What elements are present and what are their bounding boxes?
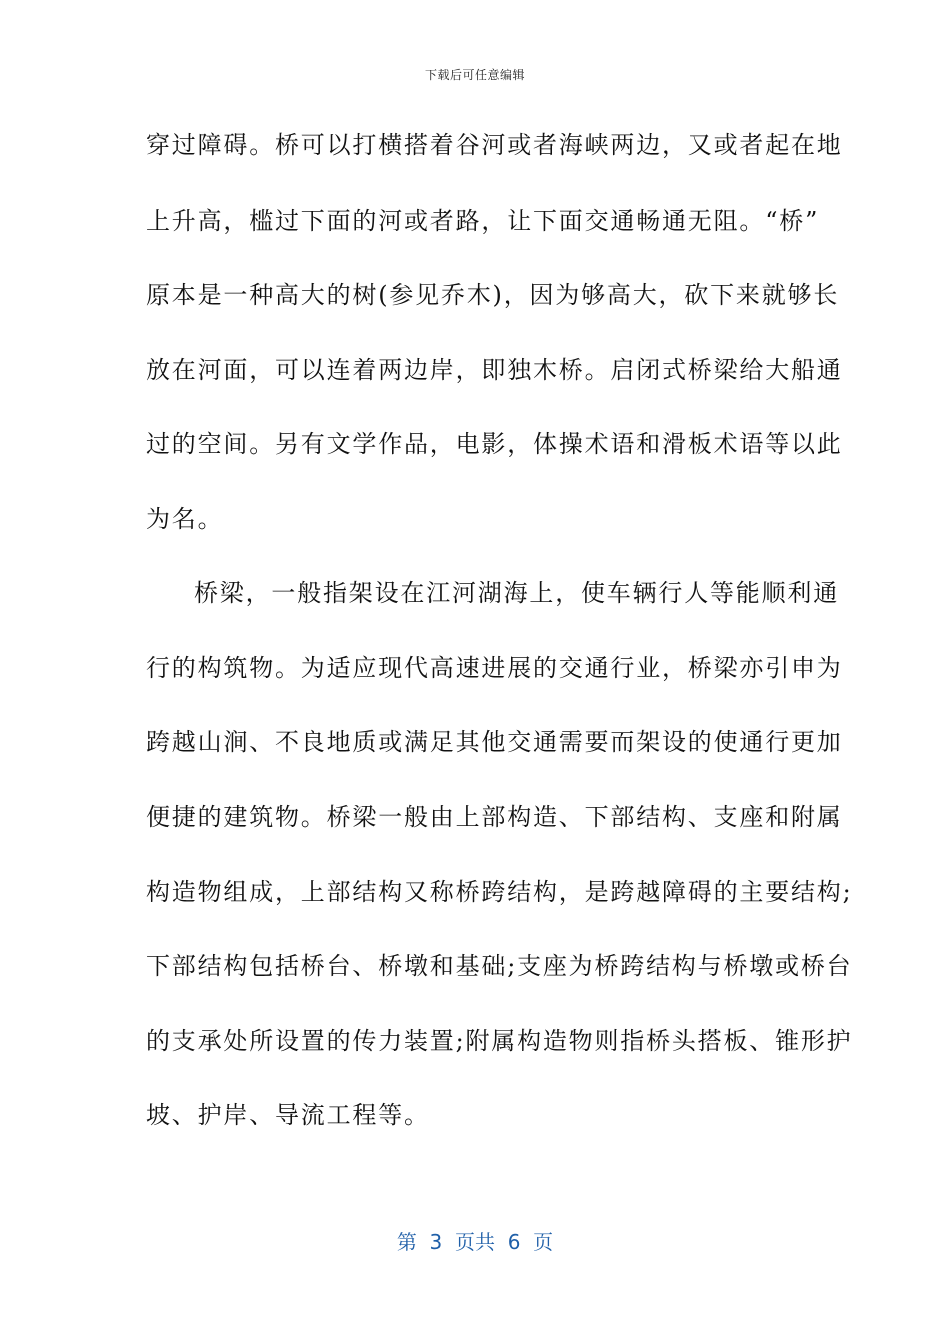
page-header-note: 下载后可任意编辑 <box>424 68 525 82</box>
paragraph-line: 的支承处所设置的传力装置;附属构造物则指桥头搭板、锥形护 <box>146 1027 853 1055</box>
paragraph-line: 穿过障碍。桥可以打横搭着谷河或者海峡两边，又或者起在地 <box>146 131 843 159</box>
paragraph-line: 跨越山涧、不良地质或满足其他交通需要而架设的使通行更加 <box>146 728 843 756</box>
paragraph-line: 过的空间。另有文学作品，电影，体操术语和滑板术语等以此 <box>146 430 843 458</box>
paragraph-line: 放在河面，可以连着两边岸，即独木桥。启闭式桥梁给大船通 <box>146 356 843 384</box>
page-number-footer: 第 3 页共 6 页 <box>396 1230 554 1254</box>
paragraph-line: 原本是一种高大的树(参见乔木)，因为够高大，砍下来就够长 <box>146 281 840 309</box>
paragraph-line: 坡、护岸、导流工程等。 <box>146 1101 430 1129</box>
paragraph-line: 构造物组成，上部结构又称桥跨结构，是跨越障碍的主要结构; <box>146 878 853 906</box>
paragraph-line: 桥梁，一般指架设在江河湖海上，使车辆行人等能顺利通 <box>194 579 839 607</box>
paragraph-line: 便捷的建筑物。桥梁一般由上部构造、下部结构、支座和附属 <box>146 803 843 831</box>
paragraph-line: 下部结构包括桥台、桥墩和基础;支座为桥跨结构与桥墩或桥台 <box>146 952 853 980</box>
paragraph-line: 上升高，槛过下面的河或者路，让下面交通畅通无阻。“桥” <box>146 207 820 235</box>
paragraph-line: 为名。 <box>146 505 224 533</box>
paragraph-line: 行的构筑物。为适应现代高速进展的交通行业，桥梁亦引申为 <box>146 654 843 682</box>
